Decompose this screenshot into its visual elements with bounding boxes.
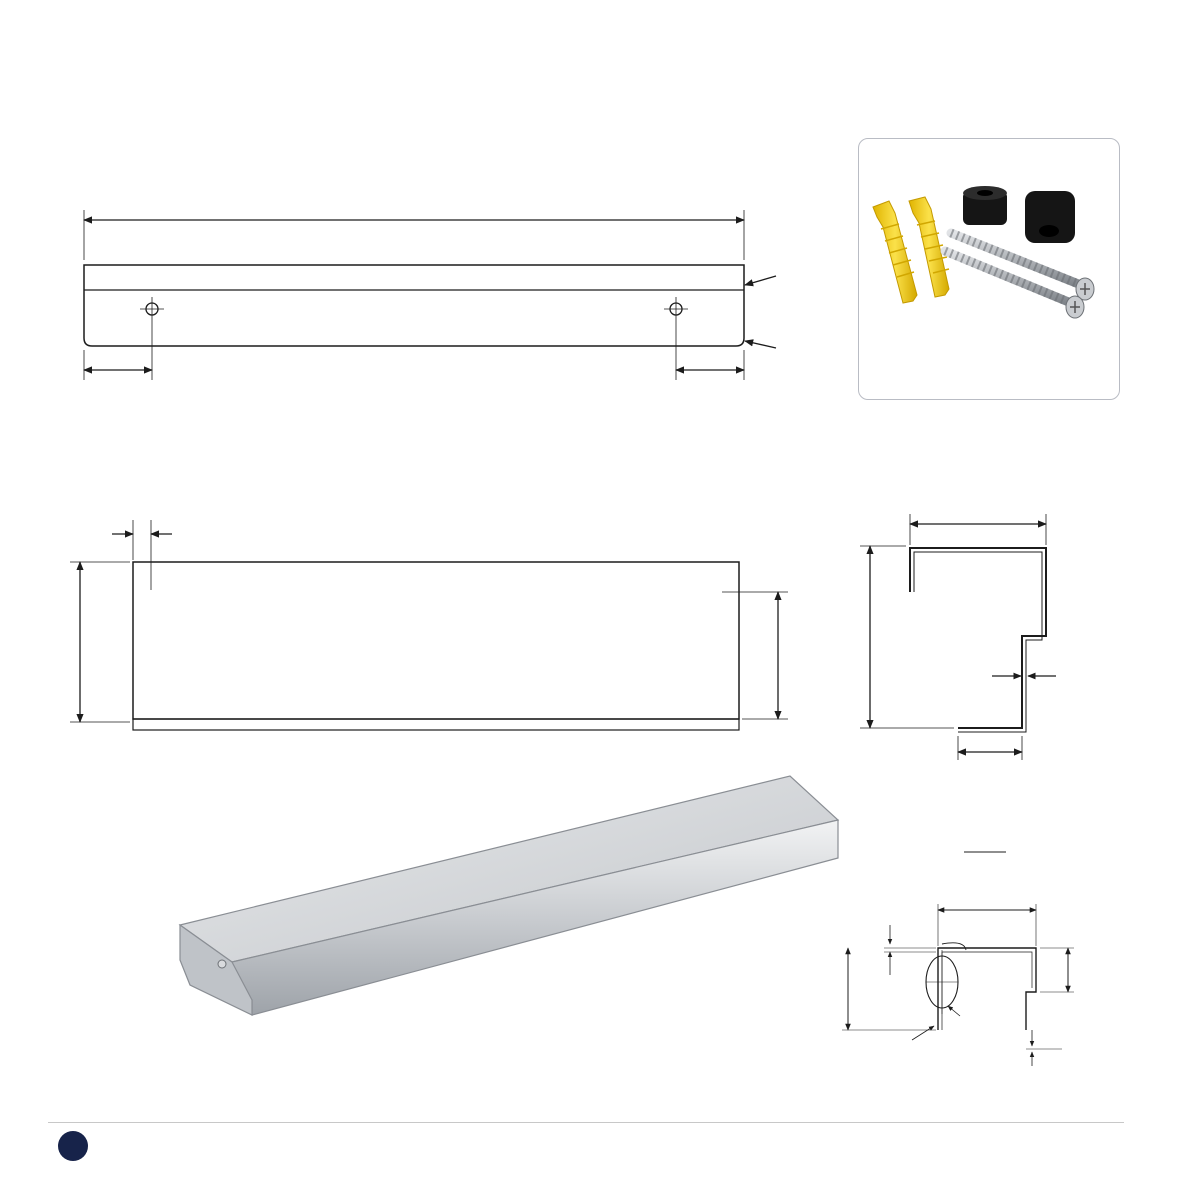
- spacer-icon: [1025, 191, 1075, 243]
- info-icon: [58, 1131, 88, 1161]
- top-view-drawing: [70, 520, 788, 730]
- spacer-icon: [963, 186, 1007, 225]
- note-divider: [48, 1122, 1124, 1123]
- isometric-shelf: [180, 776, 838, 1015]
- front-view-drawing: [84, 210, 776, 380]
- hardware-illustration: [859, 179, 1119, 349]
- included-hardware-panel: [858, 138, 1120, 400]
- wall-anchor-icon: [873, 201, 917, 303]
- section-aa-drawing: [842, 852, 1074, 1066]
- side-view-drawing: [860, 514, 1056, 760]
